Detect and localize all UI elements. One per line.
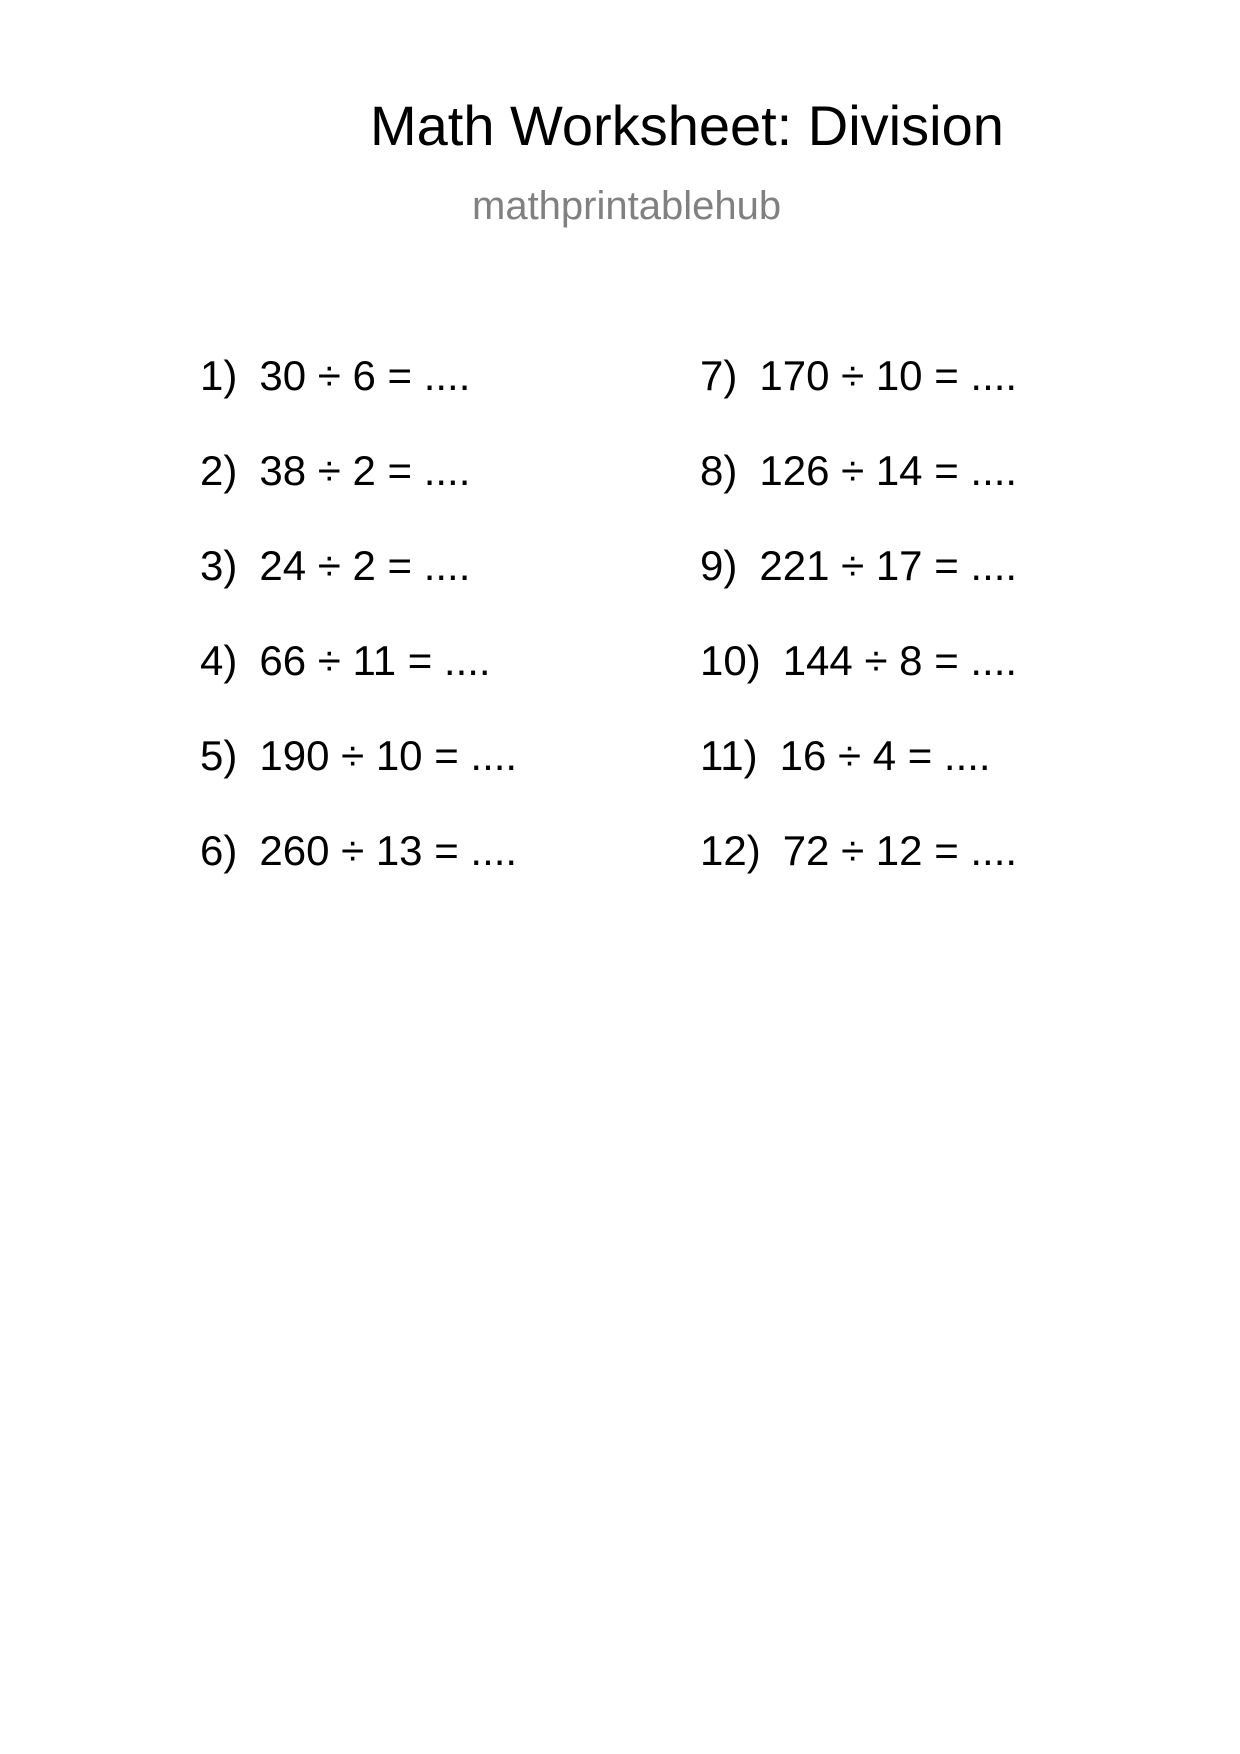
problem-number: 2): [200, 447, 238, 494]
problem-number: 8): [700, 447, 738, 494]
problem-item: [700, 637, 1220, 732]
problem-item: [200, 447, 720, 542]
page-title: Math Worksheet: Division: [370, 94, 1004, 157]
problem-expression: 170 ÷ 10 = ....: [759, 352, 1018, 399]
problem-item: [700, 827, 1220, 922]
problem-expression: 24 ÷ 2 = ....: [259, 542, 471, 589]
problem-number: 4): [200, 637, 238, 684]
problem-item: [200, 827, 720, 922]
problem-item: [200, 542, 720, 637]
problem-item: [700, 447, 1220, 542]
page-subtitle: mathprintablehub: [472, 184, 782, 228]
problem-item: [700, 732, 1220, 827]
problem-expression: 66 ÷ 11 = ....: [259, 637, 491, 684]
problem-number: 1): [200, 352, 238, 399]
problem-item: [700, 352, 1220, 447]
problem-expression: 72 ÷ 12 = ....: [782, 827, 1018, 874]
problem-number: 5): [200, 732, 238, 779]
problem-number: 9): [700, 542, 738, 589]
problem-expression: 38 ÷ 2 = ....: [259, 447, 471, 494]
problem-expression: 30 ÷ 6 = ....: [259, 352, 471, 399]
problem-item: [200, 732, 720, 827]
problem-number: 11): [700, 732, 758, 779]
problem-item: [200, 352, 720, 447]
problem-number: 6): [200, 827, 238, 874]
problem-expression: 16 ÷ 4 = ....: [779, 732, 991, 779]
problem-expression: 126 ÷ 14 = ....: [759, 447, 1018, 494]
problem-expression: 260 ÷ 13 = ....: [259, 827, 518, 874]
problem-item: [700, 542, 1220, 637]
problem-column-left: [200, 352, 720, 922]
problem-column-right: [700, 352, 1220, 922]
problem-number: 10): [700, 637, 761, 684]
problem-expression: 144 ÷ 8 = ....: [782, 637, 1018, 684]
problem-number: 7): [700, 352, 738, 399]
problem-number: 3): [200, 542, 238, 589]
problem-expression: 190 ÷ 10 = ....: [259, 732, 518, 779]
problem-number: 12): [700, 827, 761, 874]
problem-expression: 221 ÷ 17 = ....: [759, 542, 1018, 589]
problem-item: [200, 637, 720, 732]
